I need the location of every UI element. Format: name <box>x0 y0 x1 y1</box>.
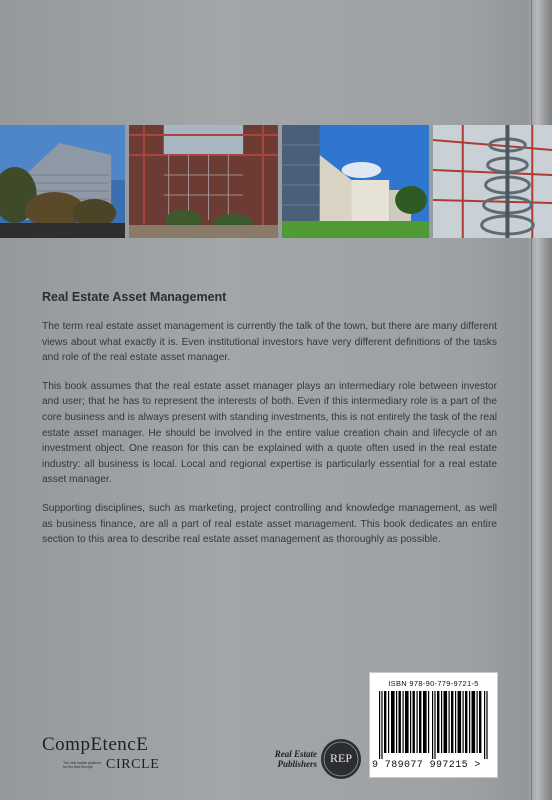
blurb-paragraph-3: Supporting disciplines, such as marketing, project controlling and knowledge management, as well as business finance, are all a part of real estate asset management. This book dedicates an entire section to this area to describe real estate asset management as thoroughly as possible. <box>42 502 497 546</box>
office-complex-lawn-photo <box>282 125 429 238</box>
competence-circle-logo <box>42 735 172 777</box>
atrium-interior-photo <box>129 125 278 238</box>
book-spine-edge <box>526 0 552 800</box>
blurb-section <box>42 290 497 561</box>
competence-logo-name: CompEtencE <box>42 734 149 755</box>
spiral-staircase-photo <box>433 125 552 238</box>
rep-logo-line2: Publishers <box>277 759 317 769</box>
blurb-heading: Real Estate Asset Management <box>42 290 227 304</box>
barcode-digits: 9 789077 997215 > <box>372 760 481 771</box>
competence-logo-circle: CIRCLE <box>106 757 160 772</box>
isbn-label: ISBN 978-90-779-9721-5 <box>388 679 479 688</box>
rep-logo-line1: Real Estate <box>274 749 317 759</box>
isbn-barcode <box>369 672 498 778</box>
competence-logo-tagline: The real estate platform for the first Europe <box>63 761 101 769</box>
office-building-trees-photo <box>0 125 125 238</box>
real-estate-publishers-logo <box>259 733 369 783</box>
blurb-paragraph-1: The term real estate asset management is currently the talk of the town, but there are many different views about what exactly it is. Even institutional investors have very different definitions of the tasks and role of the real estate asset manager. <box>42 321 497 364</box>
rep-logo-text <box>259 749 317 769</box>
photo-strip <box>0 125 552 238</box>
barcode-bars-icon <box>379 691 489 759</box>
spine-hinge-line <box>531 0 532 800</box>
rep-badge-abbr: REP <box>329 751 352 765</box>
blurb-paragraph-2: This book assumes that the real estate asset manager plays an intermediary role between investor and user; that he has to represent the interests of both. Even if this intermediary role is a part of the core business and is always present with standing investments, this is not entirely the task of the real estate asset manager. He should be involved in the entire value creation chain and lifecycle of an investment object. One reason for this can be explained with a quote often used in the real estate industry: all business is local. Local and regional expertise is particularly essential for a real estate asset manager. <box>42 380 497 486</box>
